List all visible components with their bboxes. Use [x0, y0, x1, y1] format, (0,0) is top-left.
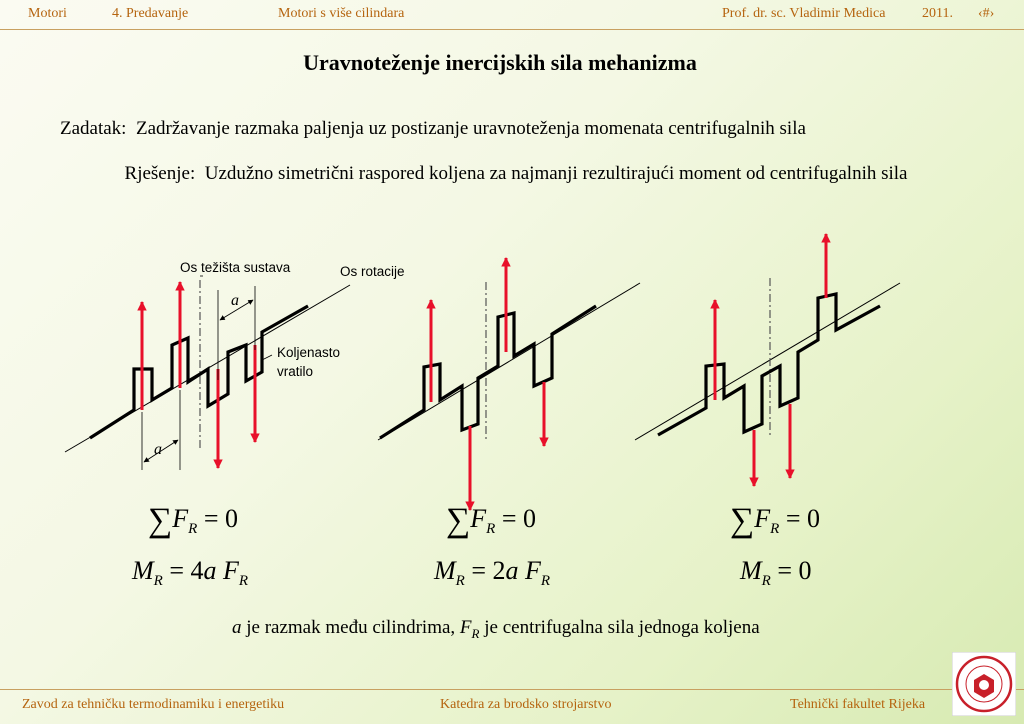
- sum-symbol: ∑: [148, 502, 173, 539]
- sub: R: [153, 573, 163, 590]
- footer-center: Katedra za brodsko strojarstvo: [440, 697, 612, 712]
- var: M: [434, 556, 456, 585]
- equation-moment-2: [434, 556, 550, 590]
- rhs: = 0: [785, 504, 820, 533]
- sub: R: [540, 573, 551, 590]
- equation-sum-1: [148, 502, 238, 540]
- diagram-1-four-crank: [65, 260, 405, 470]
- note-text-1: je razmak među cilindrima,: [241, 617, 460, 638]
- footer-divider: [0, 689, 1024, 690]
- rhs: = 4: [169, 556, 204, 585]
- var-a: a: [505, 556, 519, 585]
- var: M: [740, 556, 762, 585]
- header-year: 2011.: [922, 6, 953, 21]
- note-sub: R: [471, 625, 480, 641]
- var: M: [132, 556, 154, 585]
- header-page-number: ‹#›: [978, 6, 995, 21]
- label-cg-axis: Os težišta sustava: [180, 260, 291, 275]
- crankshaft-1: [90, 306, 308, 438]
- sum-symbol: ∑: [446, 502, 471, 539]
- var: F: [470, 504, 487, 533]
- dimension-label-top: a: [231, 292, 239, 309]
- solution-text: Uzdužno simetrični raspored koljena za najmanji rezultirajući moment od centrifugalnih sila: [204, 163, 908, 184]
- sub: R: [761, 573, 771, 590]
- rotation-axis-3: [635, 283, 900, 440]
- diagram-2-crank: [378, 258, 640, 510]
- sub: R: [188, 521, 198, 538]
- header-topic: Motori s više cilindara: [278, 6, 405, 21]
- var: F: [754, 504, 771, 533]
- rotation-axis-2: [378, 283, 640, 440]
- sum-symbol: ∑: [730, 502, 755, 539]
- task-text: Zadržavanje razmaka paljenja uz postizanje uravnoteženja momenata centrifugalnih sila: [135, 118, 806, 139]
- sub: R: [455, 573, 465, 590]
- label-crankshaft-1: Koljenasto: [277, 345, 341, 360]
- note-var-a: a: [232, 617, 242, 638]
- header-author: Prof. dr. sc. Vladimir Medica: [722, 6, 886, 21]
- definition-note: [232, 617, 760, 642]
- footer-right: Tehnički fakultet Rijeka: [790, 697, 926, 712]
- slide-title: Uravnoteženje inercijskih sila mehanizma: [303, 50, 697, 75]
- task-label: Zadatak:: [60, 118, 127, 139]
- equation-sum-2: [446, 502, 536, 540]
- university-seal-icon: [952, 652, 1016, 716]
- solution-label: Rješenje:: [124, 163, 196, 184]
- dimension-label-bottom: a: [154, 441, 162, 458]
- note-var-f: F: [459, 617, 472, 638]
- crankshaft-2: [380, 306, 596, 438]
- equation-moment-1: [132, 556, 248, 590]
- header-lecture: 4. Predavanje: [112, 6, 189, 21]
- sub: R: [486, 521, 496, 538]
- rhs: = 0: [501, 504, 536, 533]
- rhs: = 0: [777, 556, 812, 585]
- var: F: [172, 504, 189, 533]
- sub: R: [238, 573, 249, 590]
- var-f: F: [525, 556, 541, 585]
- header-course: Motori: [28, 6, 67, 21]
- rhs: = 0: [203, 504, 238, 533]
- equation-moment-3: [740, 556, 812, 590]
- label-crankshaft-2: vratilo: [277, 364, 314, 379]
- var-f: F: [223, 556, 239, 585]
- diagram-3-crank: [635, 234, 900, 486]
- var-a: a: [203, 556, 217, 585]
- equation-sum-3: [730, 502, 820, 540]
- note-text-2: je centrifugalna sila jednoga koljena: [479, 617, 760, 638]
- footer-left: Zavod za tehničku termodinamiku i energetiku: [22, 697, 285, 712]
- sub: R: [770, 521, 780, 538]
- rhs: = 2: [471, 556, 506, 585]
- label-rotation-axis: Os rotacije: [340, 264, 405, 279]
